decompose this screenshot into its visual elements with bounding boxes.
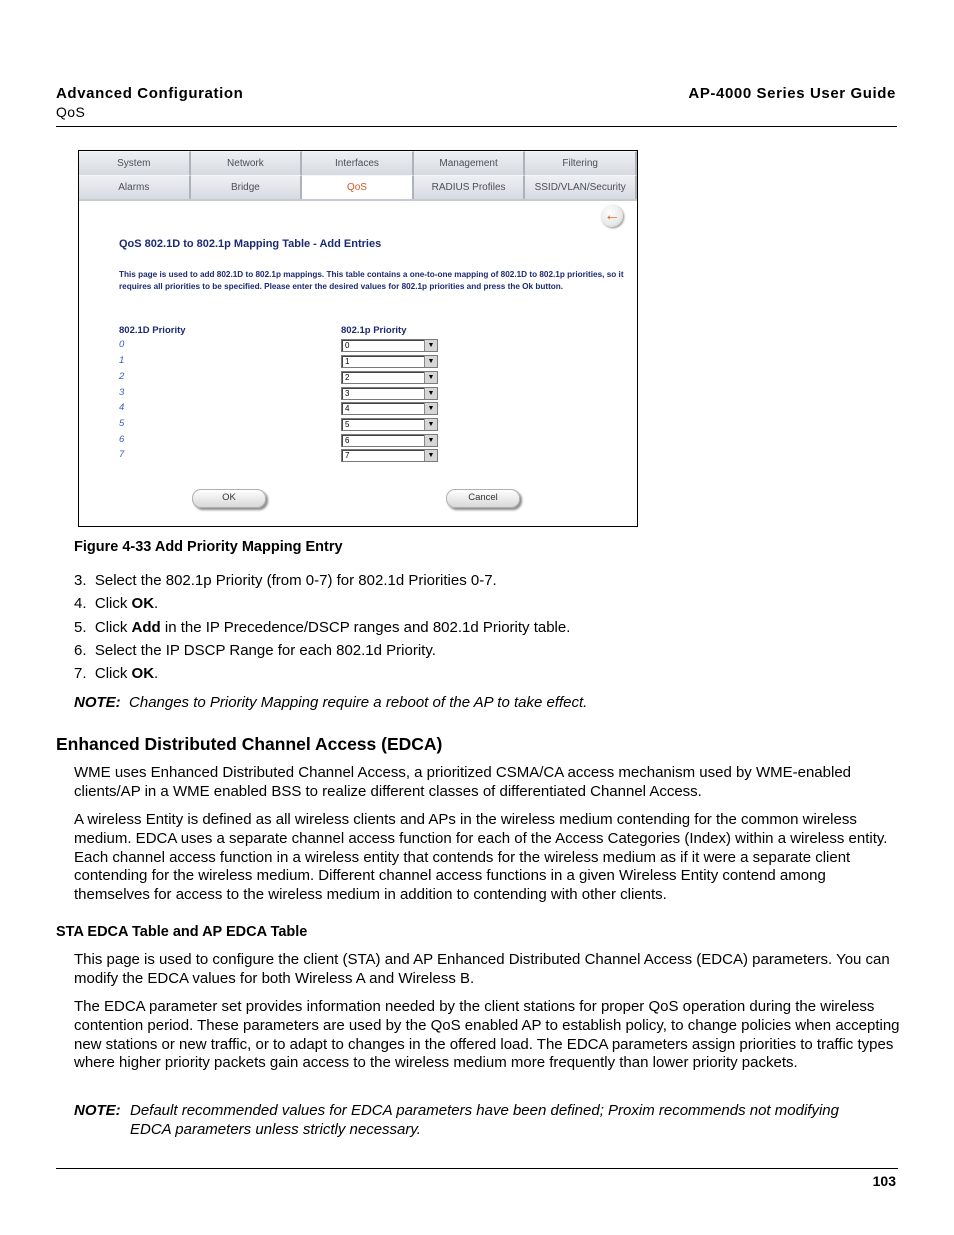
section-heading-edca: Enhanced Distributed Channel Access (EDCA) [56,734,443,754]
priority-802-1p-select[interactable] [341,418,438,431]
step-item [74,619,570,636]
priority-802-1d-label: 5 [119,418,125,429]
tab-system[interactable]: System [79,151,191,175]
ok-button[interactable]: OK [192,489,266,508]
chevron-down-icon[interactable]: ▼ [424,340,437,351]
step-number: 4. [74,595,87,612]
tab-interfaces[interactable]: Interfaces [302,151,414,175]
step-bold-term: Add [131,619,161,636]
select-value: 4 [345,404,350,413]
step-text: Click [94,619,132,636]
step-item [74,642,436,659]
tab-row-primary [79,151,637,175]
tab-row-secondary [79,175,637,201]
priority-802-1d-label: 0 [119,339,125,350]
column-header-802-1d: 802.1D Priority [119,325,186,336]
priority-802-1p-select[interactable] [341,387,438,400]
step-text-after: . [154,595,159,612]
header-rule [56,126,897,127]
select-value: 5 [345,420,350,429]
step-item [74,595,158,612]
step-item [74,665,158,682]
step-number: 6. [74,642,87,659]
tab-radius-profiles[interactable]: RADIUS Profiles [414,175,526,199]
select-value: 3 [345,389,350,398]
figure-caption: Figure 4-33 Add Priority Mapping Entry [74,539,343,555]
select-value: 1 [345,357,350,366]
tab-bridge[interactable]: Bridge [191,175,303,199]
chevron-down-icon[interactable]: ▼ [424,372,437,383]
step-number: 5. [74,619,87,636]
mapping-table-description: This page is used to add 802.1D to 802.1p mappings. This table contains a one-to-one mapping of 802.1D to 802.1p priorities, so it requires all priorities to be specified. Please enter the desired values for 802.1p priorities and press the Ok button. [119,270,624,291]
footer-rule [56,1168,898,1169]
page-number: 103 [872,1173,896,1189]
tab-network[interactable]: Network [191,151,303,175]
step-text: Click [94,665,132,682]
step-bold-term: OK [131,665,155,682]
priority-802-1p-select[interactable] [341,371,438,384]
select-value: 2 [345,373,350,382]
header-guide-title: AP-4000 Series User Guide [688,85,896,102]
paragraph-wireless-entity: A wireless Entity is defined as all wireless clients and APs in the wireless medium contending for the common wireless medium. EDCA uses a separate channel access function for each of the Access Categories (Index) within a wireless entity. Each channel access function in a wireless entity that contends for the wireless medium as if it were a separate client contending for the wireless medium. Different channel access functions in a given Wireless Entity contend among themselves for access to the wireless medium in addition to contending with other clients. [74,811,888,904]
tab-qos[interactable]: QoS [302,175,414,199]
step-item [74,572,497,589]
step-number: 3. [74,572,87,589]
paragraph-sta-edca-page: This page is used to configure the client (STA) and AP Enhanced Distributed Channel Access (EDCA) parameters. You can modify the EDCA values for both Wireless A and Wireless B. [74,951,890,987]
tab-filtering[interactable]: Filtering [525,151,637,175]
chevron-down-icon[interactable]: ▼ [424,419,437,430]
back-arrow-icon[interactable]: ← [601,205,623,227]
tab-management[interactable]: Management [414,151,526,175]
note-text-line2: EDCA parameters unless strictly necessary. [130,1120,421,1138]
step-number: 7. [74,665,87,682]
priority-802-1d-label: 4 [119,402,125,413]
priority-802-1d-label: 3 [119,387,125,398]
step-bold-term: OK [131,595,155,612]
priority-802-1d-label: 6 [119,434,125,445]
paragraph-edca-parameter-set: The EDCA parameter set provides information needed by the client stations for proper QoS operation during the wireless contention period. These parameters are used by the QoS enabled AP to establish policy, to change policies when accepting new stations or new traffic, or to adapt to changes in the offered load. The EDCA parameters assign priorities to traffic types where higher priority packets gain access to the wireless medium more frequently than lower priority packets. [74,998,900,1072]
subsection-heading-sta-edca: STA EDCA Table and AP EDCA Table [56,924,308,940]
chevron-down-icon[interactable]: ▼ [424,450,437,461]
chevron-down-icon[interactable]: ▼ [424,435,437,446]
note-label: NOTE: [74,1102,121,1119]
select-value: 6 [345,436,350,445]
step-text: Click [94,595,132,612]
select-value: 0 [345,341,350,350]
mapping-table-title: QoS 802.1D to 802.1p Mapping Table - Add Entries [119,238,382,250]
screenshot-content [79,201,637,526]
priority-802-1p-select[interactable] [341,402,438,415]
cancel-button[interactable]: Cancel [446,489,520,508]
header-subsection: QoS [56,104,86,120]
priority-802-1p-select[interactable] [341,355,438,368]
tab-alarms[interactable]: Alarms [79,175,191,199]
step-text: Select the IP DSCP Range for each 802.1d Priority. [94,642,436,659]
note-reboot [74,694,587,711]
priority-802-1p-select[interactable] [341,449,438,462]
priority-802-1d-label: 1 [119,355,125,366]
header-section: Advanced Configuration [56,85,244,102]
priority-802-1p-select[interactable] [341,434,438,447]
column-header-802-1p: 802.1p Priority [341,325,407,336]
step-text-after: . [154,665,159,682]
step-text-after: in the IP Precedence/DSCP ranges and 802.1d Priority table. [160,619,571,636]
step-text: Select the 802.1p Priority (from 0-7) for 802.1d Priorities 0-7. [94,572,497,589]
note-edca-defaults [74,1102,902,1140]
chevron-down-icon[interactable]: ▼ [424,388,437,399]
chevron-down-icon[interactable]: ▼ [424,356,437,367]
priority-802-1d-label: 2 [119,371,125,382]
select-value: 7 [345,451,350,460]
note-label: NOTE: [74,694,121,711]
priority-802-1d-label: 7 [119,449,125,460]
tab-ssid-vlan-security[interactable]: SSID/VLAN/Security [525,175,637,199]
chevron-down-icon[interactable]: ▼ [424,403,437,414]
figure-screenshot [78,150,638,527]
note-text-line1: Default recommended values for EDCA parameters have been defined; Proxim recommends not modifying [130,1102,839,1119]
paragraph-edca-intro: WME uses Enhanced Distributed Channel Access, a prioritized CSMA/CA access mechanism used by WME-enabled clients/AP in a WME enabled BSS to realize different classes of differentiated Channel Access. [74,764,852,800]
priority-802-1p-select[interactable] [341,339,438,352]
note-text: Changes to Priority Mapping require a reboot of the AP to take effect. [129,694,588,711]
